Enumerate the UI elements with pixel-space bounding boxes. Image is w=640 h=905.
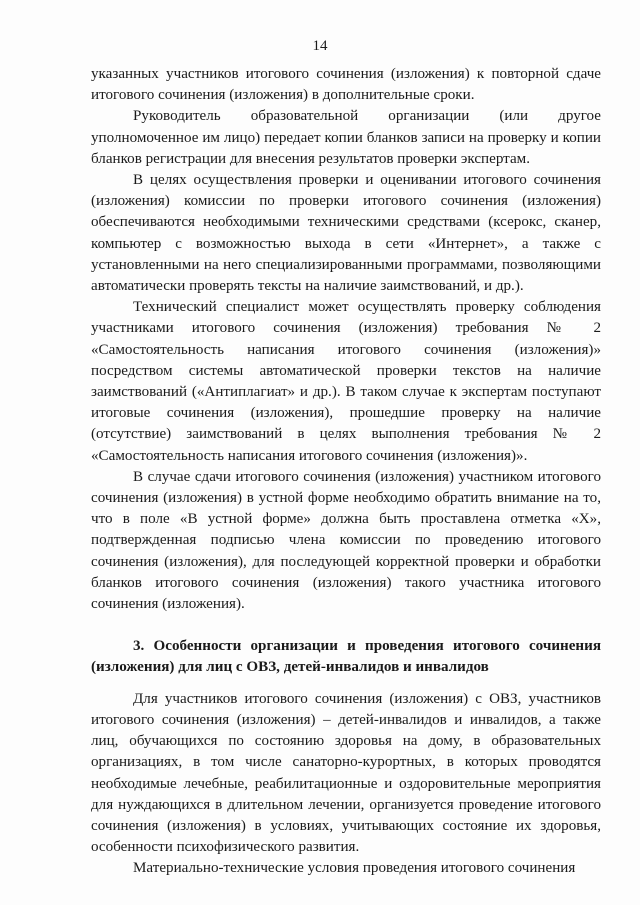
section-heading: 3. Особенности организации и проведения итогового сочинения (изложения) для лиц с ОВЗ, детей-инвалидов и инвалидов bbox=[91, 638, 601, 676]
paragraph-head-of-organization: Руководитель образовательной организации (или другое уполномоченное им лицо) передает копии бланков записи на проверку и копии бланков регистрации для внесения результатов проверки экспертам. bbox=[91, 108, 601, 167]
paragraph-technical-means: В целях осуществления проверки и оценивании итогового сочинения (изложения) комиссии по проверки итогового сочинения (изложения) обеспечиваются необходимыми техническими средствами (ксерокс, сканер, компьютер с возможностью выхода в сети «Интернет», а также с установленными на него специализированными программами, позволяющими автоматически проверять тексты на наличие заимствований, и др.). bbox=[91, 172, 601, 295]
paragraph-technical-specialist: Технический специалист может осуществлять проверку соблюдения участниками итогового сочинения (изложения) требования № 2 «Самостоятельность написания итогового сочинения (изложения)» посредством системы автоматической проверки текстов на наличие заимствований («Антиплагиат» и др.). В таком случае к экспертам поступают итоговые сочинения (изложения), прошедшие проверку на наличие (отсутствие) заимствований в целях выполнения требования № 2 «Самостоятельность написания итогового сочинения (изложения)». bbox=[91, 299, 601, 464]
paragraph-material-conditions: Материально-технические условия проведения итогового сочинения bbox=[133, 860, 576, 877]
paragraph-special-conditions: Для участников итогового сочинения (изложения) с ОВЗ, участников итогового сочинения (изложения) – детей-инвалидов и инвалидов, а также лиц, обучающихся по состоянию здоровья на дому, в образовательных организациях, в том числе санаторно-курортных, в которых проводятся необходимые лечебные, реабилитационные и оздоровительные мероприятия для нуждающихся в длительном лечении, организуется проведение итогового сочинения (изложения) в условиях, учитывающих состояние их здоровья, особенности психофизического развития. bbox=[91, 690, 601, 856]
paragraph-continuation: указанных участников итогового сочинения (изложения) к повторной сдаче итогового сочинения (изложения) в дополнительные сроки. bbox=[91, 66, 601, 104]
page-body bbox=[91, 64, 601, 880]
page-number: 14 bbox=[312, 38, 328, 54]
paragraph-oral-form: В случае сдачи итогового сочинения (изложения) участником итогового сочинения (изложения) в устной форме необходимо обратить внимание на то, что в поле «В устной форме» должна быть проставлена отметка «Х», подтвержденная подписью члена комиссии по проведению итогового сочинения (изложения), для последующей корректной проверки и обработки бланков итогового сочинения (изложения) такого участника итогового сочинения (изложения). bbox=[91, 468, 601, 613]
